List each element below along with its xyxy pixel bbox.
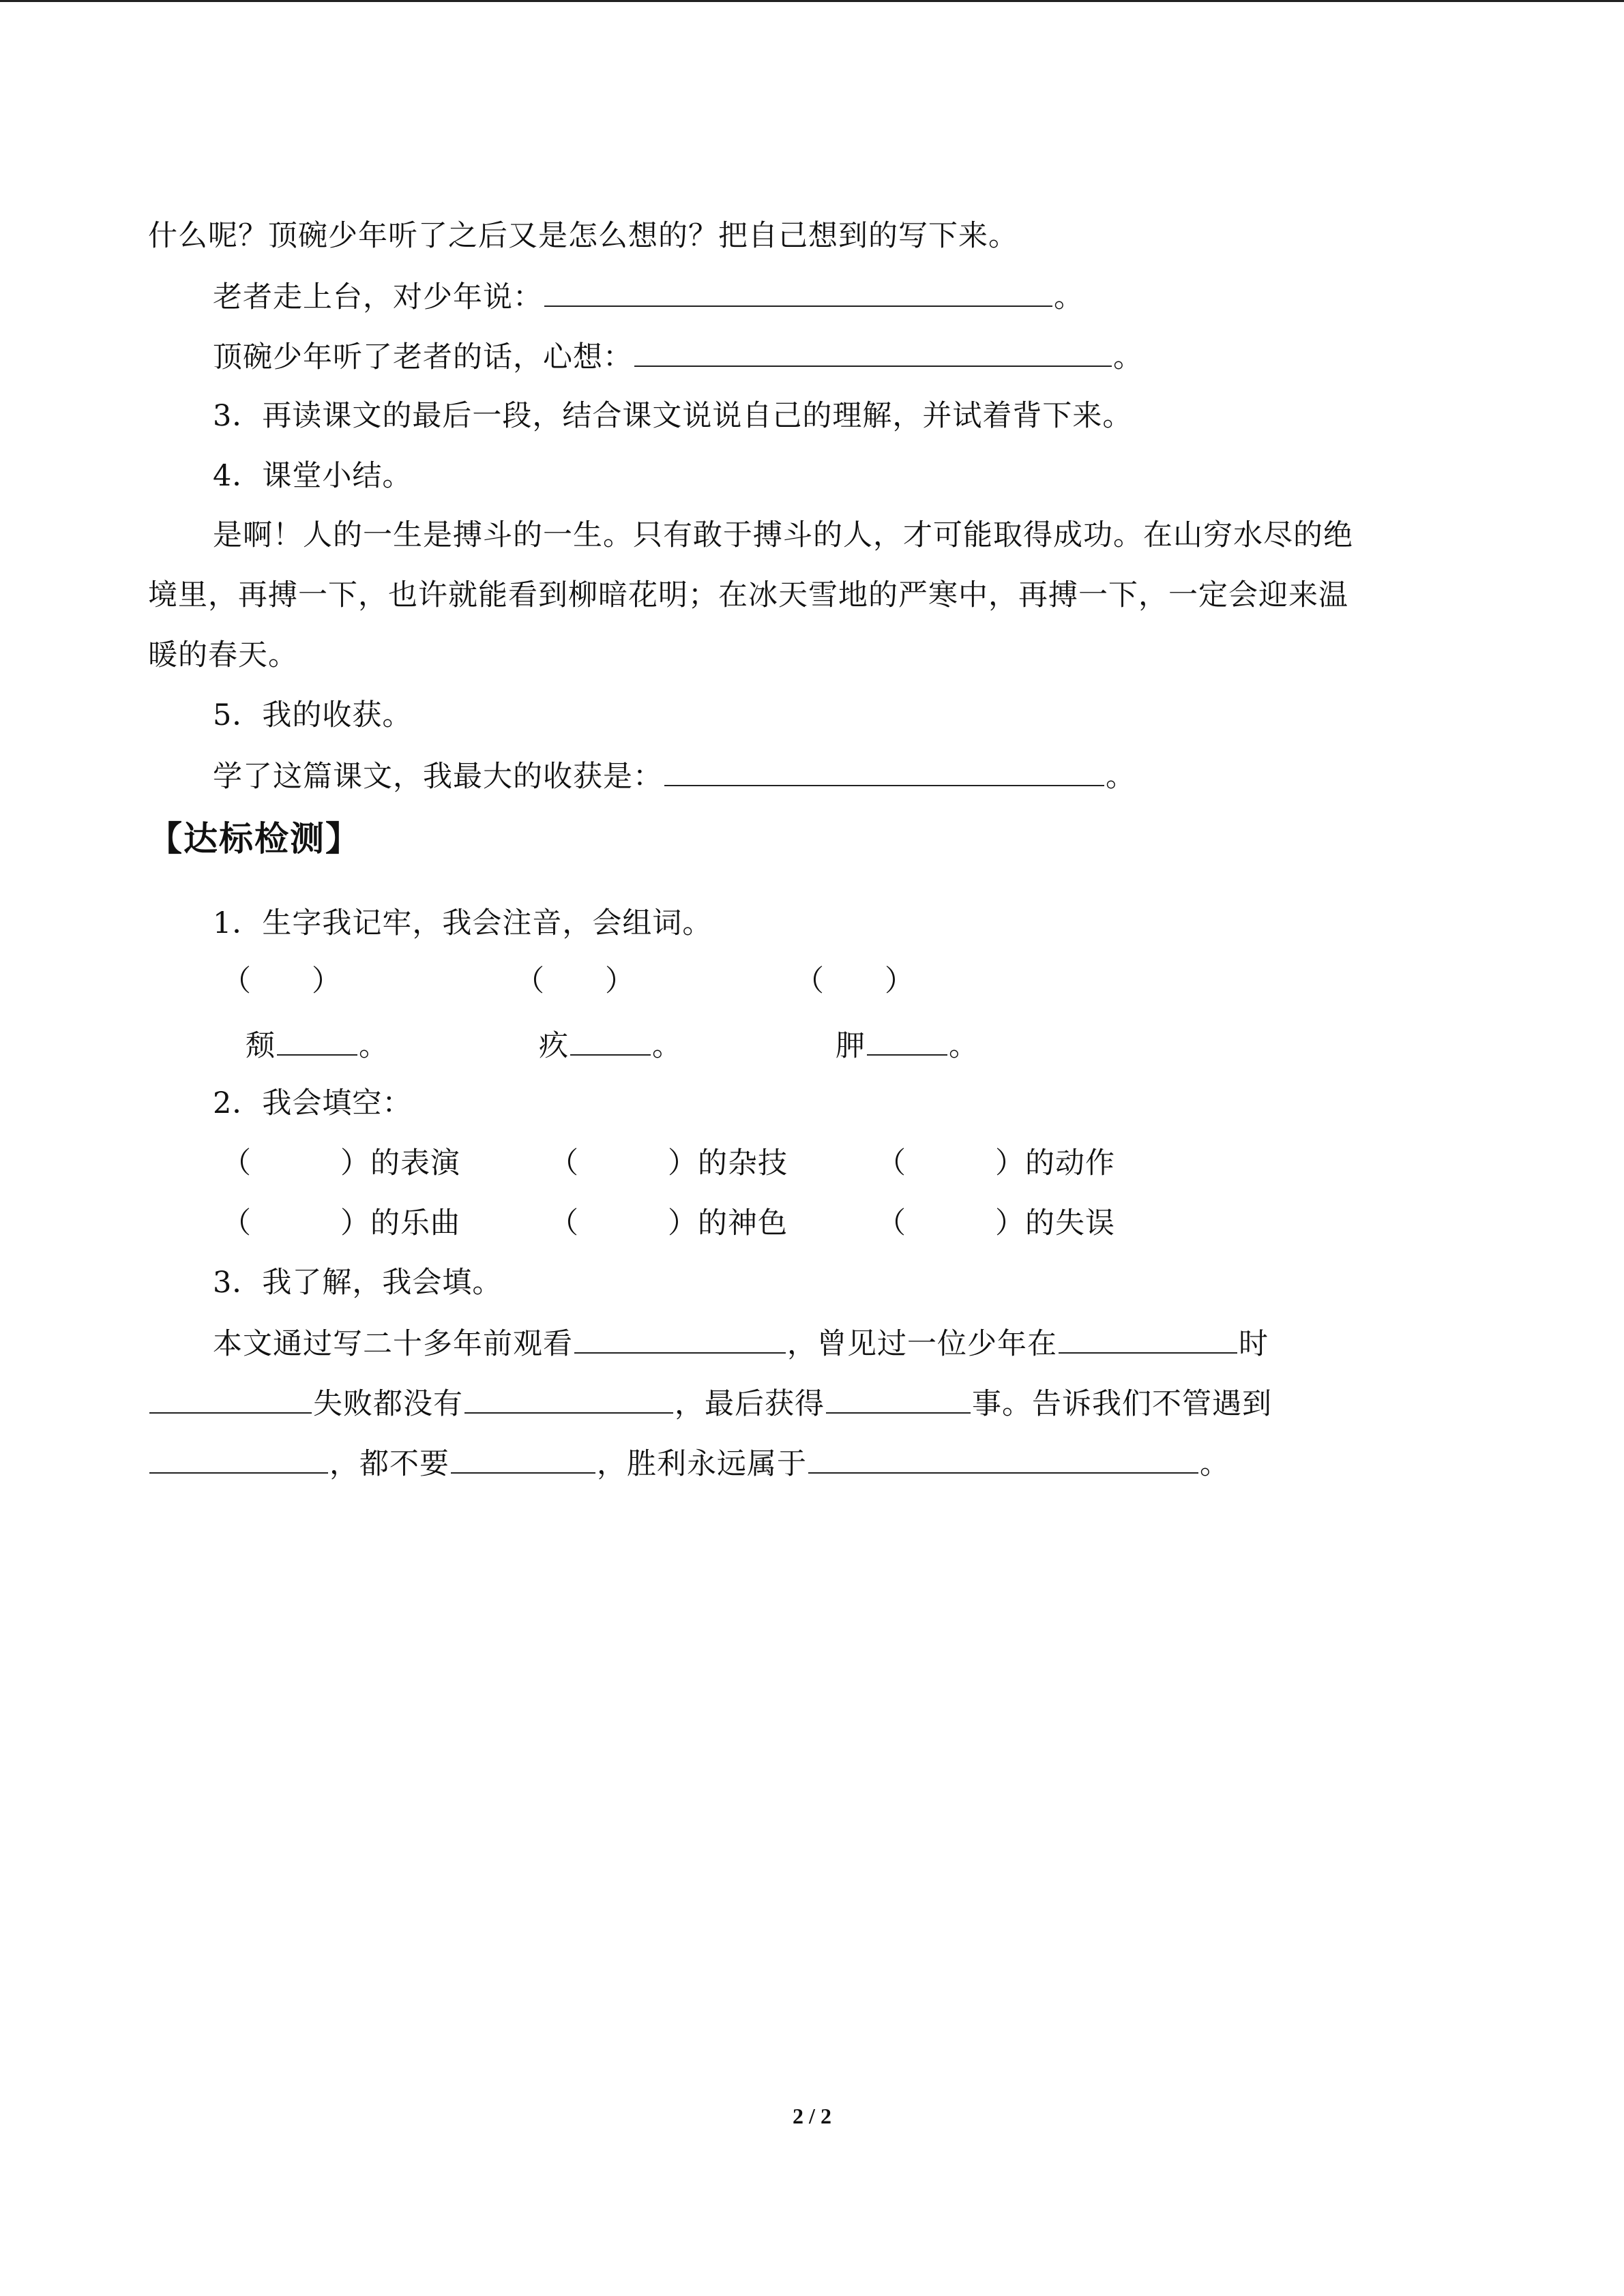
punctuation: 。 bbox=[1113, 340, 1143, 374]
paren-close: ） bbox=[668, 1206, 698, 1240]
text: ，都不要 bbox=[329, 1447, 449, 1481]
top-border bbox=[0, 0, 1624, 2]
punctuation: 。 bbox=[359, 1029, 389, 1063]
prompt-text: 顶碗少年听了老者的话，心想： bbox=[213, 340, 633, 374]
paren-open: （ bbox=[876, 1146, 906, 1180]
fill-paragraph-line bbox=[213, 1322, 1269, 1365]
fill-line-harvest bbox=[213, 755, 1136, 797]
item-text: 的失误 bbox=[1025, 1206, 1115, 1240]
text: 失败都没有 bbox=[313, 1387, 463, 1421]
item-text: 的表演 bbox=[370, 1146, 460, 1180]
answer-blank[interactable] bbox=[634, 336, 1112, 367]
text: 时 bbox=[1239, 1327, 1269, 1361]
answer-blank[interactable] bbox=[1059, 1322, 1237, 1354]
fill-item bbox=[222, 1203, 460, 1244]
item-text: 的杂技 bbox=[698, 1146, 788, 1180]
answer-blank[interactable] bbox=[570, 1024, 651, 1056]
text: 事。告诉我们不管遇到 bbox=[972, 1387, 1272, 1421]
section-heading: 【达标检测】 bbox=[148, 819, 361, 859]
paren-close: ） bbox=[995, 1206, 1025, 1240]
text-line: 境里，再搏一下，也许就能看到柳暗花明；在冰天雪地的严寒中，再搏一下，一定会迎来温 bbox=[148, 578, 1348, 612]
word-item-3 bbox=[836, 1024, 979, 1067]
fill-item bbox=[549, 1143, 788, 1184]
item-text: 的神色 bbox=[698, 1206, 788, 1240]
page-number: 2 / 2 bbox=[793, 2104, 831, 2128]
paren-close: ） bbox=[995, 1146, 1025, 1180]
fill-line-old-man bbox=[213, 275, 1084, 318]
text-line: 3．再读课文的最后一段，结合课文说说自己的理解，并试着背下来。 bbox=[213, 399, 1133, 433]
character: 疚 bbox=[539, 1029, 569, 1063]
paren-close: ） bbox=[340, 1146, 370, 1180]
text-line: 4．课堂小结。 bbox=[213, 459, 413, 493]
pinyin-paren-1[interactable]: （ ） bbox=[222, 964, 342, 998]
punctuation: 。 bbox=[1054, 280, 1084, 314]
punctuation: 。 bbox=[1106, 760, 1136, 794]
fill-paragraph-line bbox=[148, 1382, 1272, 1425]
text-line: 暖的春天。 bbox=[148, 638, 298, 672]
text: 。 bbox=[1200, 1447, 1230, 1481]
word-item-2 bbox=[539, 1024, 682, 1067]
punctuation: 。 bbox=[949, 1029, 979, 1063]
answer-blank[interactable] bbox=[544, 275, 1052, 307]
answer-blank[interactable] bbox=[464, 1382, 673, 1414]
answer-blank[interactable] bbox=[867, 1024, 947, 1056]
question-3-title: 3．我了解，我会填。 bbox=[213, 1266, 503, 1300]
paren-open: （ bbox=[549, 1206, 579, 1240]
paren-close: ） bbox=[668, 1146, 698, 1180]
prompt-text: 老者走上台，对少年说： bbox=[213, 280, 543, 314]
question-2-title: 2．我会填空： bbox=[213, 1086, 413, 1120]
fill-paragraph-line bbox=[148, 1442, 1230, 1485]
fill-item bbox=[876, 1143, 1115, 1184]
word-item-1 bbox=[246, 1024, 389, 1067]
answer-blank[interactable] bbox=[149, 1442, 328, 1474]
text: ，曾见过一位少年在 bbox=[787, 1327, 1057, 1361]
item-text: 的动作 bbox=[1025, 1146, 1115, 1180]
answer-blank[interactable] bbox=[574, 1322, 786, 1354]
fill-line-boy bbox=[213, 336, 1143, 378]
paren-open: （ bbox=[549, 1146, 579, 1180]
text: 本文通过写二十多年前观看 bbox=[213, 1327, 573, 1361]
text: ，最后获得 bbox=[675, 1387, 825, 1421]
paren-open: （ bbox=[222, 1146, 252, 1180]
text: ，胜利永远属于 bbox=[597, 1447, 807, 1481]
text-line: 什么呢？顶碗少年听了之后又是怎么想的？把自己想到的写下来。 bbox=[148, 219, 1018, 253]
paren-open: （ bbox=[222, 1206, 252, 1240]
answer-blank[interactable] bbox=[451, 1442, 595, 1474]
fill-item bbox=[222, 1143, 460, 1184]
question-1-title: 1．生字我记牢，我会注音，会组词。 bbox=[213, 906, 713, 940]
paren-open: （ bbox=[876, 1206, 906, 1240]
answer-blank[interactable] bbox=[149, 1382, 312, 1414]
paren-close: ） bbox=[340, 1206, 370, 1240]
fill-item bbox=[876, 1203, 1115, 1244]
pinyin-paren-3[interactable]: （ ） bbox=[795, 964, 915, 998]
item-text: 的乐曲 bbox=[370, 1206, 460, 1240]
prompt-text: 学了这篇课文，我最大的收获是： bbox=[213, 760, 663, 794]
text-line: 5．我的收获。 bbox=[213, 698, 413, 732]
punctuation: 。 bbox=[652, 1029, 682, 1063]
answer-blank[interactable] bbox=[826, 1382, 971, 1414]
character: 胛 bbox=[836, 1029, 866, 1063]
pinyin-paren-2[interactable]: （ ） bbox=[515, 964, 635, 998]
answer-blank[interactable] bbox=[808, 1442, 1198, 1474]
text-line: 是啊！人的一生是搏斗的一生。只有敢于搏斗的人，才可能取得成功。在山穷水尽的绝 bbox=[213, 518, 1353, 552]
answer-blank[interactable] bbox=[664, 755, 1104, 786]
character: 颓 bbox=[246, 1029, 276, 1063]
fill-item bbox=[549, 1203, 788, 1244]
answer-blank[interactable] bbox=[277, 1024, 357, 1056]
